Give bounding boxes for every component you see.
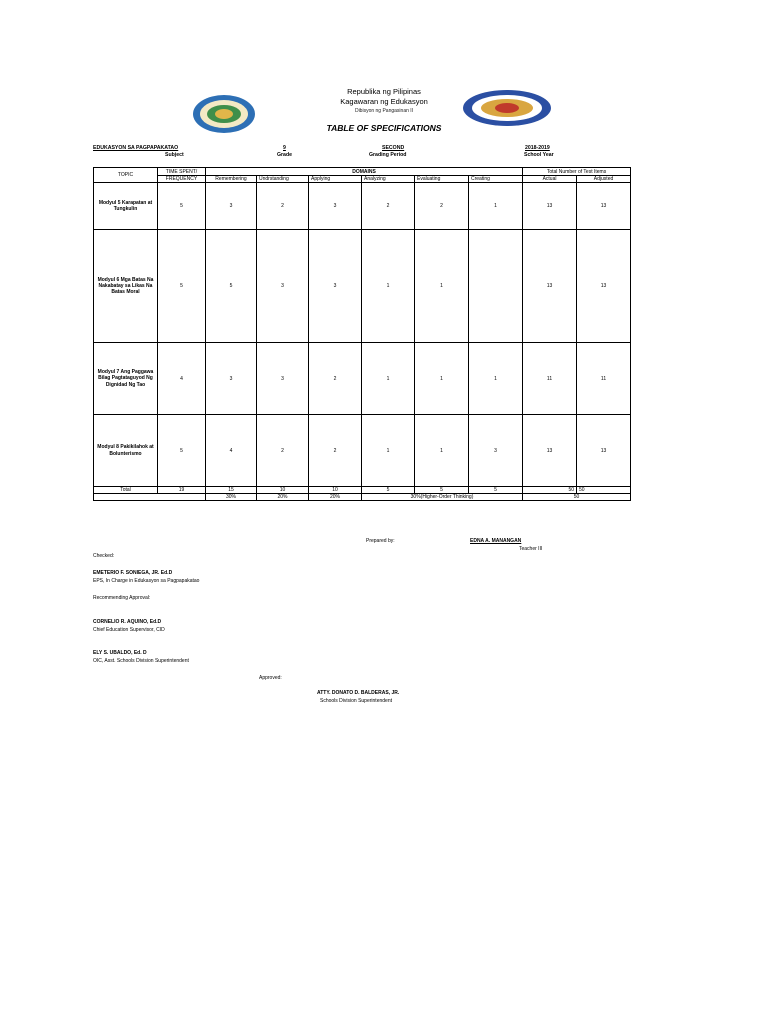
total-time-cell: 19 xyxy=(158,487,206,494)
topic-header: TOPIC xyxy=(94,168,158,183)
approver-name: ATTY. DONATO D. BALDERAS, JR. xyxy=(317,690,400,696)
department-heading: Kagawaran ng Edukasyon xyxy=(340,97,428,106)
actual-cell: 13 xyxy=(523,230,577,343)
domain-cell: 1 xyxy=(362,343,415,415)
actual-cell: 13 xyxy=(523,183,577,230)
domain-cell: 3 xyxy=(309,183,362,230)
school-year-value: 2018-2019 xyxy=(525,145,550,151)
percentage-spacer xyxy=(94,494,206,501)
total-row xyxy=(94,487,631,494)
republic-heading: Republika ng Pilipinas xyxy=(347,87,421,96)
specifications-table xyxy=(93,167,631,501)
total-adjusted-cell: 50 xyxy=(577,487,631,494)
pct-hots-cell: 30%(Higher-Order Thinking) xyxy=(362,494,523,501)
prepared-by-title: Teacher III xyxy=(519,546,543,552)
domains-header: DOMAINS xyxy=(206,168,523,176)
domain-cell: 3 xyxy=(206,343,257,415)
pct-cell: 20% xyxy=(257,494,309,501)
prepared-by-label: Prepared by: xyxy=(366,538,395,544)
domain-cell: 2 xyxy=(362,183,415,230)
adjusted-cell: 13 xyxy=(577,415,631,487)
table-row xyxy=(94,343,631,415)
table-row xyxy=(94,183,631,230)
total-label: Total xyxy=(94,487,158,494)
recommender-2-name: ELY S. UBALDO, Ed. D xyxy=(93,650,147,656)
grading-period-label: Grading Period xyxy=(369,152,407,158)
domain-cell: 2 xyxy=(257,415,309,487)
topic-cell: Modyul 8 Pakikilahok at Bolunterismo xyxy=(94,415,158,487)
domain-cell: 3 xyxy=(206,183,257,230)
total-cell: 10 xyxy=(257,487,309,494)
checked-label: Checked: xyxy=(93,553,115,559)
domain-cell: 3 xyxy=(257,343,309,415)
domain-header-evaluating: Evaluating xyxy=(415,176,469,183)
domain-cell: 3 xyxy=(257,230,309,343)
topic-cell: Modyul 7 Ang Paggawa Bilag Pagtataguyod Ng Dignidad Ng Tao xyxy=(94,343,158,415)
checked-title: EPS, In Charge in Edukasyon sa Pagpapakatao xyxy=(93,578,200,584)
approved-label: Approved: xyxy=(259,675,282,681)
approver-title: Schools Division Superintendent xyxy=(320,698,392,704)
school-year-label: School Year xyxy=(524,152,554,158)
total-items-header: Total Number of Test Items xyxy=(523,168,631,176)
domain-header-creating: Creating xyxy=(469,176,523,183)
adjusted-header: Adjusted xyxy=(577,176,631,183)
document-title: TABLE OF SPECIFICATIONS xyxy=(326,123,442,133)
domain-cell: 1 xyxy=(469,183,523,230)
grading-period-value: SECOND xyxy=(382,145,405,151)
pct-cell: 30% xyxy=(206,494,257,501)
time-spent-header: TIME SPENT/ xyxy=(158,168,206,176)
total-cell: 15 xyxy=(206,487,257,494)
domain-cell: 2 xyxy=(309,343,362,415)
domain-cell: 1 xyxy=(469,343,523,415)
frequency-header: FREQUENCY xyxy=(158,176,206,183)
pct-cell: 20% xyxy=(309,494,362,501)
subject-value: EDUKASYON SA PAGPAPAKATAO xyxy=(93,145,179,151)
header-row-2 xyxy=(94,176,631,183)
prepared-by-name: EDNA A. MANANGAN xyxy=(470,538,522,544)
domain-cell: 5 xyxy=(206,230,257,343)
grade-label: Grade xyxy=(277,152,292,158)
domain-cell: 4 xyxy=(206,415,257,487)
division-heading: Dibisyon ng Pangasinan II xyxy=(354,108,414,114)
domain-cell: 1 xyxy=(362,415,415,487)
subject-label: Subject xyxy=(165,152,184,158)
percentage-row xyxy=(94,494,631,501)
recommender-1-name: CORNELIO R. AQUINO, Ed.D xyxy=(93,619,162,625)
actual-header: Actual xyxy=(523,176,577,183)
domain-header-understanding: Undrstanding xyxy=(257,176,309,183)
table-row xyxy=(94,415,631,487)
adjusted-cell: 13 xyxy=(577,183,631,230)
header-row-1 xyxy=(94,168,631,176)
total-cell: 5 xyxy=(469,487,523,494)
domain-cell: 2 xyxy=(257,183,309,230)
domain-cell xyxy=(469,230,523,343)
domain-cell: 1 xyxy=(415,230,469,343)
time-cell: 5 xyxy=(158,415,206,487)
total-cell: 10 xyxy=(309,487,362,494)
time-cell: 5 xyxy=(158,183,206,230)
domain-cell: 1 xyxy=(362,230,415,343)
domain-cell: 3 xyxy=(309,230,362,343)
table-row xyxy=(94,230,631,343)
recommending-label: Recommending Approval: xyxy=(93,595,151,601)
domain-header-remembering: Remembering xyxy=(206,176,257,183)
topic-cell: Modyul 5 Karapatan at Tungkulin xyxy=(94,183,158,230)
recommender-1-title: Chief Education Supervisor, CID xyxy=(93,627,165,633)
actual-cell: 11 xyxy=(523,343,577,415)
time-cell: 4 xyxy=(158,343,206,415)
total-actual-cell: 50 xyxy=(523,487,577,494)
domain-cell: 1 xyxy=(415,415,469,487)
time-cell: 5 xyxy=(158,230,206,343)
domain-header-analyzing: Analyzing xyxy=(362,176,415,183)
domain-cell: 3 xyxy=(469,415,523,487)
checked-name: EMETERIO F. SONIEGA, JR. Ed.D xyxy=(93,570,173,576)
topic-cell: Modyul 6 Mga Batas Na Nakabatay sa Likas Na Batas Moral xyxy=(94,230,158,343)
grade-value: 9 xyxy=(283,145,286,151)
domain-cell: 1 xyxy=(415,343,469,415)
pct-total-cell: 50 xyxy=(523,494,631,501)
domain-header-applying: Applying xyxy=(309,176,362,183)
total-cell: 5 xyxy=(415,487,469,494)
total-cell: 5 xyxy=(362,487,415,494)
actual-cell: 13 xyxy=(523,415,577,487)
adjusted-cell: 11 xyxy=(577,343,631,415)
recommender-2-title: OIC, Asst. Schools Division Superintendent xyxy=(93,658,189,664)
adjusted-cell: 13 xyxy=(577,230,631,343)
domain-cell: 2 xyxy=(309,415,362,487)
domain-cell: 2 xyxy=(415,183,469,230)
